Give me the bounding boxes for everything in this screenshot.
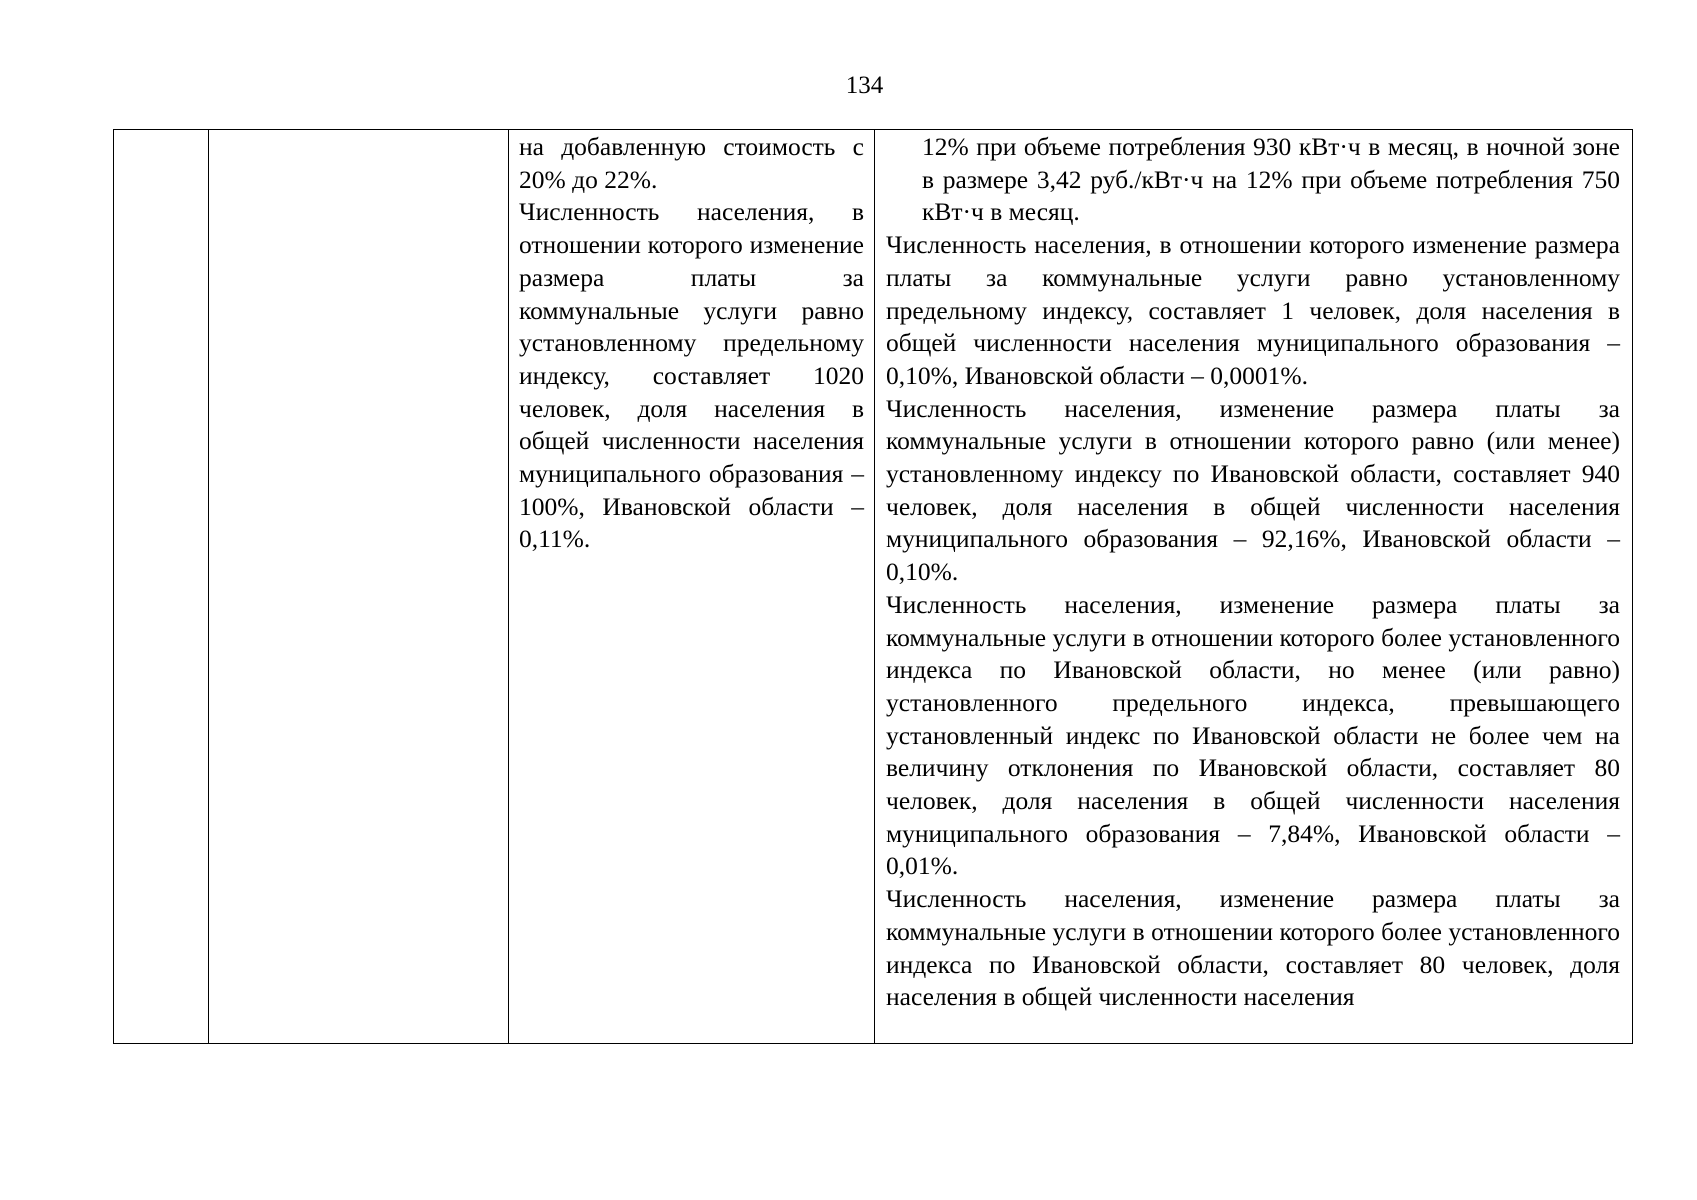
page-number: 134 (845, 72, 884, 99)
col4-paragraph-3: Численность населения, изменение размера платы за коммунальные услуги в отношении которого более установленного индекса по Ивановской области, но менее (или равно) установленного предельного индекса, превышающего установленный индекс по Ивановской области не более чем на величину отклонения по Ивановской области, составляет 80 человек, доля населения в общей численности населения муниципального образования – 7,84%, Ивановской области – 0,01%. (886, 589, 1620, 881)
table-cell-col4 (875, 130, 1633, 1044)
col4-continuation-paragraph: 12% при объеме потребления 930 кВт·ч в месяц, в ночной зоне в размере 3,42 руб./кВт·ч на 12% при объеме потребления 750 кВт·ч в месяц. (922, 132, 1620, 227)
col4-paragraph-2: Численность населения, изменение размера платы за коммунальные услуги в отношении которого равно (или менее) установленному индексу по Ивановской области, составляет 940 человек, доля населения в общей численности населения муниципального образования – 92,16%, Ивановской области – 0,10%. (886, 393, 1620, 587)
col3-paragraph-2: Численность населения, в отношении которого изменение размера платы за коммунальные услуги равно установленному предельному индексу, составляет 1020 человек, доля населения в общей численности населения муниципального образования – 100%, Ивановской области – 0,11%. (519, 197, 864, 554)
table-cell-col3 (509, 130, 875, 1044)
table-cell-col1 (114, 130, 209, 1044)
table-row (114, 130, 1633, 1044)
col4-paragraph-1: Численность населения, в отношении которого изменение размера платы за коммунальные услуги равно установленному предельному индексу, составляет 1 человек, доля населения в общей численности населения муниципального образования – 0,10%, Ивановской области – 0,0001%. (886, 230, 1620, 390)
col3-paragraph-1: на добавленную стоимость с 20% до 22%. (519, 132, 864, 194)
table-cell-col2 (209, 130, 509, 1044)
document-table (113, 129, 1633, 1044)
col4-paragraph-4: Численность населения, изменение размера платы за коммунальные услуги в отношении которого более установленного индекса по Ивановской области, составляет 80 человек, доля населения в общей численности населения (886, 884, 1620, 1012)
